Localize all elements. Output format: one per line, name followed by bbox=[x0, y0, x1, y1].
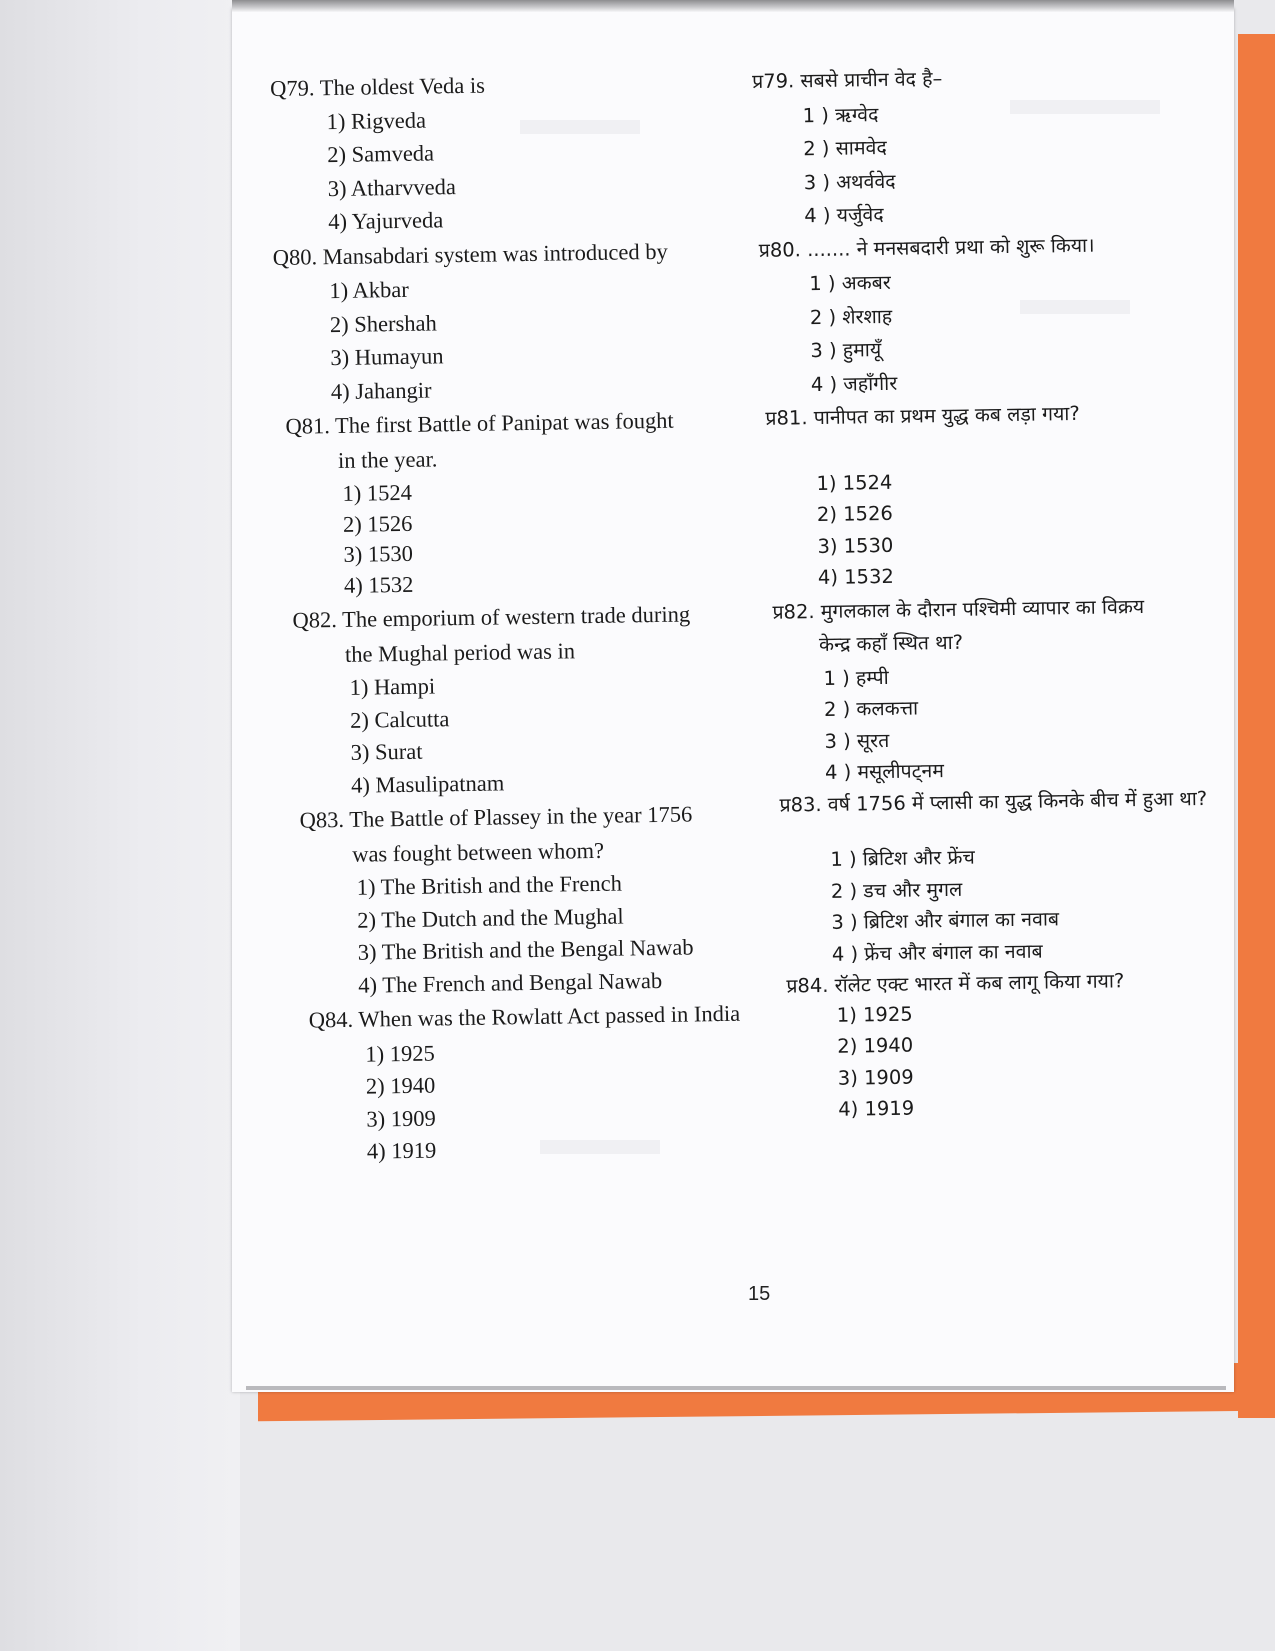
answer-option: 1) Hampi bbox=[349, 673, 436, 700]
answer-option: 4) The French and Bengal Nawab bbox=[358, 967, 663, 998]
answer-option: 3) 1530 bbox=[817, 533, 894, 558]
answer-option: 4) Yajurveda bbox=[328, 207, 444, 235]
question-title: प्र82. मुगलकाल के दौरान पश्चिमी व्यापार का विक्रय bbox=[772, 594, 1145, 624]
answer-option: 1 ) हम्पी bbox=[823, 665, 889, 690]
answer-option: 4) 1919 bbox=[838, 1096, 915, 1121]
answer-option: 4) 1919 bbox=[366, 1137, 437, 1164]
answer-option: 2) 1940 bbox=[837, 1033, 914, 1058]
scan-background-left bbox=[0, 0, 240, 1651]
question-q79-hi bbox=[752, 65, 1224, 227]
answer-option: 4) 1532 bbox=[817, 564, 894, 590]
answer-option: 2 ) शेरशाह bbox=[809, 304, 893, 329]
question-q82-hi bbox=[772, 595, 1245, 783]
answer-option: 3) Atharvveda bbox=[327, 173, 457, 201]
question-title-line2: केन्द्र कहाँ स्थित था? bbox=[818, 630, 964, 657]
answer-option: 3 ) अथर्ववेद bbox=[803, 169, 896, 194]
answer-option: 2) Shershah bbox=[329, 309, 437, 337]
answer-option: 3 ) ब्रिटिश और बंगाल का नवाब bbox=[831, 907, 1060, 934]
question-title: Q80. Mansabdari system was introduced by bbox=[272, 238, 668, 270]
answer-option: 1 ) ब्रिटिश और फ्रेंच bbox=[830, 845, 976, 871]
question-title-line2: was fought between whom? bbox=[351, 837, 605, 867]
question-title: प्र84. रॉलेट एक्ट भारत में कब लागू किया गया? bbox=[786, 969, 1125, 998]
answer-option: 4 ) जहाँगीर bbox=[810, 371, 898, 396]
answer-option: 3) 1909 bbox=[366, 1105, 436, 1132]
hindi-questions-column bbox=[752, 65, 1238, 1121]
question-q80-en bbox=[273, 239, 745, 404]
answer-option: 2) Calcutta bbox=[349, 705, 450, 733]
question-q79-en bbox=[270, 71, 742, 235]
answer-option: 4 ) यर्जुवेद bbox=[804, 202, 884, 228]
answer-option: 4) Masulipatnam bbox=[350, 769, 505, 798]
answer-option: 3) 1909 bbox=[837, 1065, 914, 1090]
question-title: प्र83. वर्ष 1756 में प्लासी का युद्ध किनके बीच में हुआ था? bbox=[779, 786, 1208, 817]
answer-option: 2) 1526 bbox=[342, 510, 413, 537]
answer-option: 1 ) ऋग्वेद bbox=[802, 102, 879, 127]
question-q83-hi bbox=[779, 788, 1252, 965]
question-title-line2: in the year. bbox=[337, 445, 438, 473]
answer-option: 1) Rigveda bbox=[326, 107, 427, 134]
question-q84-en bbox=[309, 1002, 781, 1164]
question-q80-hi bbox=[759, 233, 1231, 395]
question-title: प्र80. ....... ने मनसबदारी प्रथा को शुरू किया। bbox=[758, 233, 1095, 262]
answer-option: 4) 1532 bbox=[343, 571, 414, 598]
answer-option: 3) Humayun bbox=[330, 343, 444, 371]
answer-option: 1) 1524 bbox=[342, 479, 413, 506]
answer-option: 1) The British and the French bbox=[356, 870, 623, 900]
question-title-line2: the Mughal period was in bbox=[344, 637, 576, 667]
answer-option: 1) 1925 bbox=[365, 1040, 435, 1067]
answer-option: 3) Surat bbox=[350, 738, 423, 765]
answer-option: 1 ) अकबर bbox=[809, 270, 891, 296]
question-title: Q82. The emporium of western trade during bbox=[292, 601, 691, 633]
question-title: Q84. When was the Rowlatt Act passed in India bbox=[308, 1000, 741, 1033]
question-title: Q81. The first Battle of Panipat was fought bbox=[285, 407, 674, 439]
answer-option: 3) The British and the Bengal Nawab bbox=[357, 934, 694, 965]
question-title: Q79. The oldest Veda is bbox=[269, 72, 486, 101]
page-top-shadow bbox=[232, 0, 1234, 12]
answer-option: 2) 1940 bbox=[365, 1072, 436, 1099]
page-bottom-edge bbox=[246, 1386, 1226, 1390]
answer-option: 1) Akbar bbox=[329, 276, 409, 304]
answer-option: 2 ) डच और मुगल bbox=[830, 877, 963, 903]
question-q81-hi bbox=[765, 401, 1238, 588]
answer-option: 4 ) फ्रेंच और बंगाल का नवाब bbox=[831, 939, 1043, 966]
question-q81-en bbox=[285, 408, 758, 597]
answer-option: 4) Jahangir bbox=[330, 377, 432, 404]
answer-option: 3) 1530 bbox=[343, 540, 414, 567]
question-title: Q83. The Battle of Plassey in the year 1756 bbox=[299, 801, 693, 833]
question-q83-en bbox=[299, 802, 772, 997]
answer-option: 2) 1526 bbox=[816, 501, 893, 527]
answer-option: 3 ) सूरत bbox=[824, 728, 890, 753]
english-questions-column bbox=[270, 71, 757, 1165]
answer-option: 1) 1925 bbox=[836, 1002, 913, 1027]
answer-option: 2 ) कलकत्ता bbox=[823, 696, 919, 721]
answer-option: 2) The Dutch and the Mughal bbox=[357, 903, 624, 933]
page-number: 15 bbox=[748, 1283, 771, 1305]
answer-option: 2 ) सामवेद bbox=[803, 135, 887, 161]
answer-option: 1) 1524 bbox=[816, 470, 893, 495]
question-title: प्र81. पानीपत का प्रथम युद्ध कब लड़ा गया? bbox=[765, 401, 1080, 430]
question-title: प्र79. सबसे प्राचीन वेद है– bbox=[751, 67, 943, 93]
answer-option: 4 ) मसूलीपट्नम bbox=[824, 759, 945, 784]
question-q82-en bbox=[292, 602, 765, 797]
answer-option: 3 ) हुमायूँ bbox=[810, 338, 882, 363]
question-q84-hi bbox=[786, 969, 1258, 1120]
answer-option: 2) Samveda bbox=[327, 140, 435, 168]
